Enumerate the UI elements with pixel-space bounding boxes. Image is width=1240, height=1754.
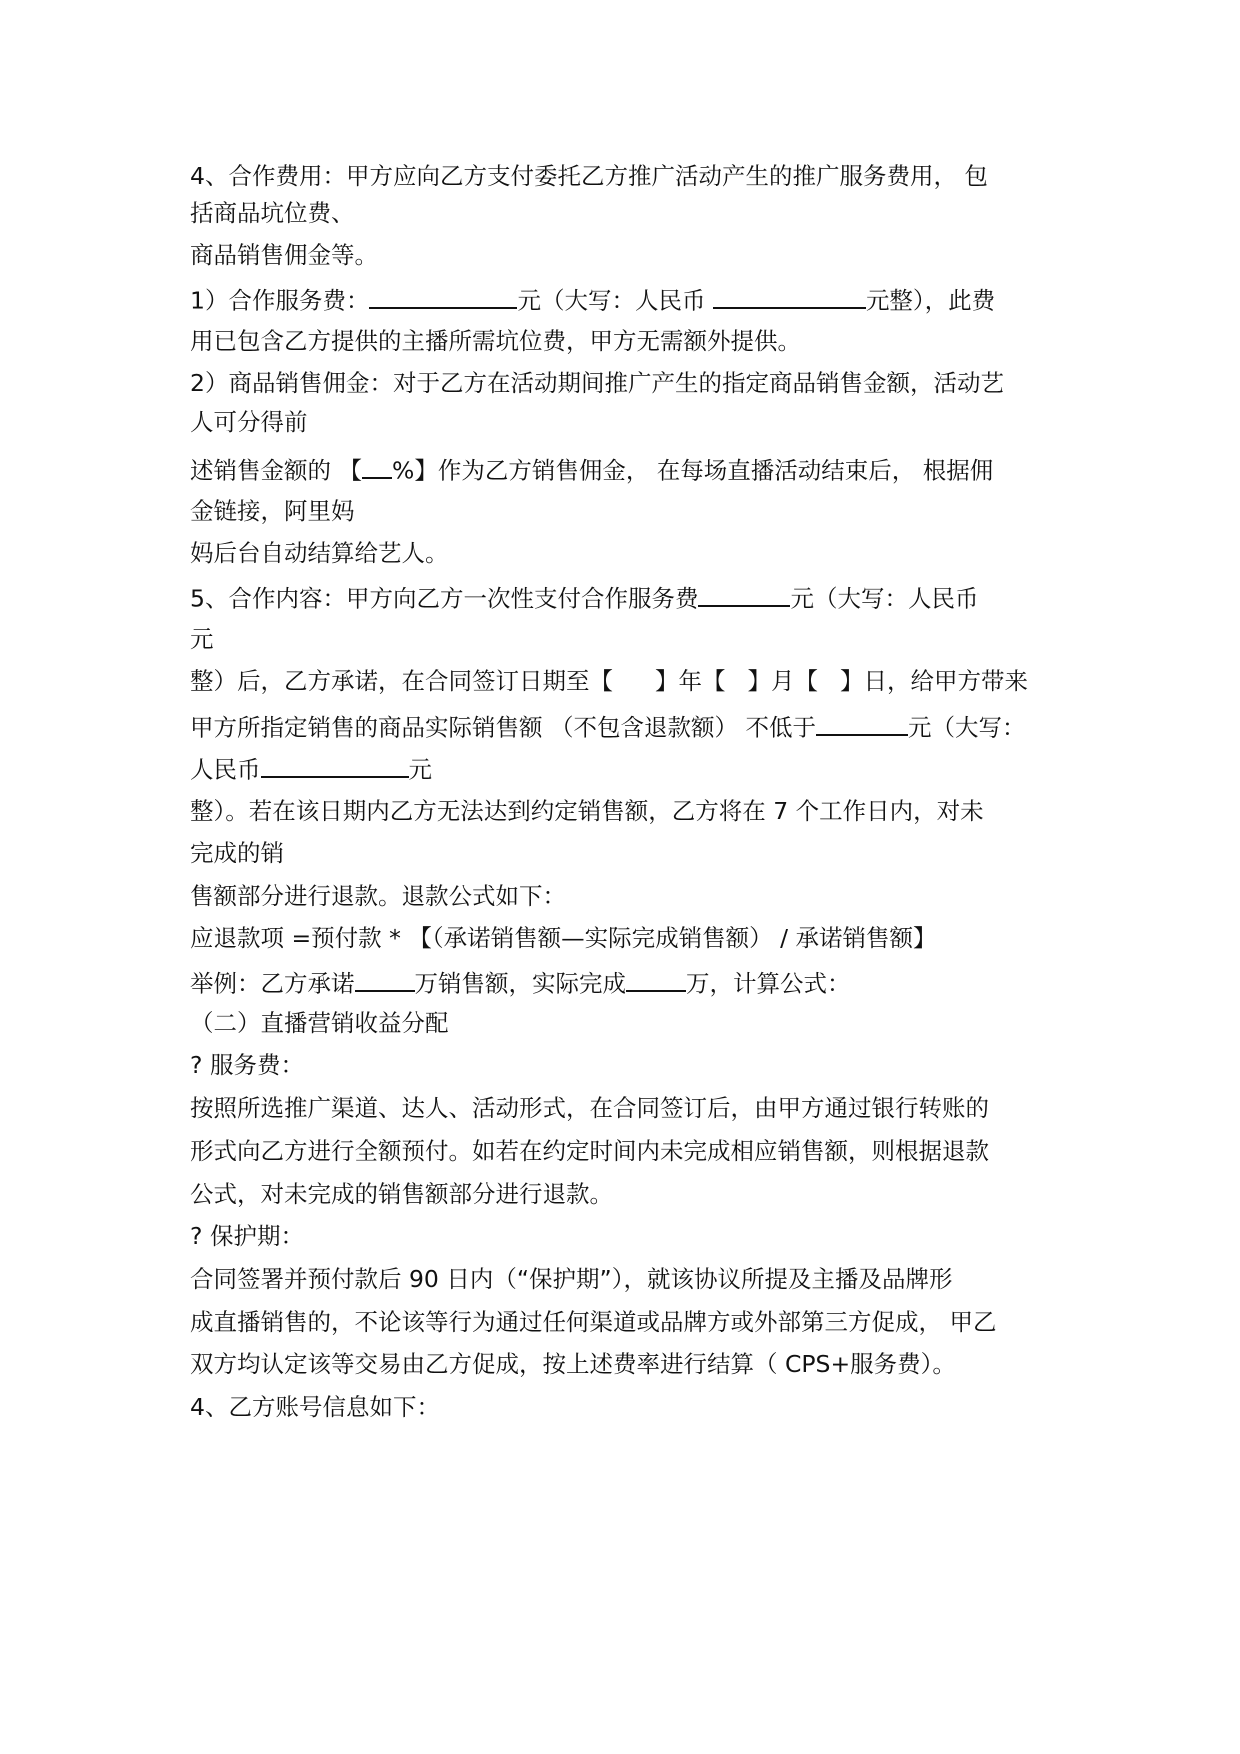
blank-field[interactable]: [261, 751, 409, 778]
text-line: 用已包含乙方提供的主播所需坑位费，甲方无需额外提供。: [190, 327, 801, 355]
blank-field[interactable]: [369, 282, 517, 309]
text-line: 合同签署并预付款后 90 日内（“保护期”），就该协议所提及主播及品牌形: [190, 1265, 953, 1293]
service-fee-line: 1）合作服务费： 元（大写：人民币 元整），此费: [190, 282, 1070, 314]
text-line: 商品销售佣金等。: [190, 241, 378, 269]
text-line: 按照所选推广渠道、达人、活动形式，在合同签订后，由甲方通过银行转账的: [190, 1094, 989, 1122]
blank-field[interactable]: [713, 282, 866, 309]
refund-formula: 应退款项 =预付款 * 【（承诺销售额—实际完成销售额） / 承诺销售额】: [190, 924, 937, 952]
blank-field[interactable]: [816, 709, 908, 736]
section-heading: （二）直播营销收益分配: [190, 1009, 449, 1037]
subheading-protection-period: ? 保护期：: [190, 1222, 304, 1250]
account-info-heading: 4、乙方账号信息如下：: [190, 1393, 440, 1421]
text-line: 整）。若在该日期内乙方无法达到约定销售额，乙方将在 7 个工作日内，对未: [190, 797, 984, 825]
para-cooperation-fee: 4、合作费用：甲方应向乙方支付委托乙方推广活动产生的推广服务费用， 包: [190, 162, 988, 190]
text-line: 金链接，阿里妈: [190, 497, 355, 525]
blank-field[interactable]: [626, 965, 686, 992]
text-line: 括商品坑位费、: [190, 199, 355, 227]
sales-line: 甲方所指定销售的商品实际销售额 （不包含退款额） 不低于 元（大写：: [190, 709, 1070, 741]
text-line: 完成的销: [190, 839, 284, 867]
text-line: 双方均认定该等交易由乙方促成，按上述费率进行结算（ CPS+服务费）。: [190, 1350, 956, 1378]
text-line: 妈后台自动结算给艺人。: [190, 539, 449, 567]
blank-field[interactable]: [362, 452, 392, 479]
text-line: 成直播销售的，不论该等行为通过任何渠道或品牌方或外部第三方促成， 甲乙: [190, 1308, 997, 1336]
text-line: 人可分得前: [190, 408, 308, 436]
text-line: 形式向乙方进行全额预付。如若在约定时间内未完成相应销售额，则根据退款: [190, 1137, 989, 1165]
text-line: 元: [190, 625, 214, 653]
text-line: 公式，对未完成的销售额部分进行退款。: [190, 1180, 613, 1208]
commission-rate-line: 述销售金额的 【 %】作为乙方销售佣金， 在每场直播活动结束后， 根据佣: [190, 452, 1070, 484]
text-line: 售额部分进行退款。退款公式如下：: [190, 882, 566, 910]
blank-field[interactable]: [698, 580, 790, 607]
subheading-service-fee: ? 服务费：: [190, 1051, 304, 1079]
para-cooperation-content: 5、合作内容：甲方向乙方一次性支付合作服务费 元（大写：人民币: [190, 580, 1070, 612]
date-line: 整）后，乙方承诺，在合同签订日期至【 】年【 】月【 】日，给甲方带来: [190, 667, 1028, 695]
blank-field[interactable]: [355, 965, 415, 992]
rmb-line: 人民币 元: [190, 751, 1070, 783]
example-line: 举例：乙方承诺 万销售额，实际完成 万，计算公式：: [190, 965, 1070, 997]
para-commission: 2）商品销售佣金：对于乙方在活动期间推广产生的指定商品销售金额，活动艺: [190, 369, 1004, 397]
